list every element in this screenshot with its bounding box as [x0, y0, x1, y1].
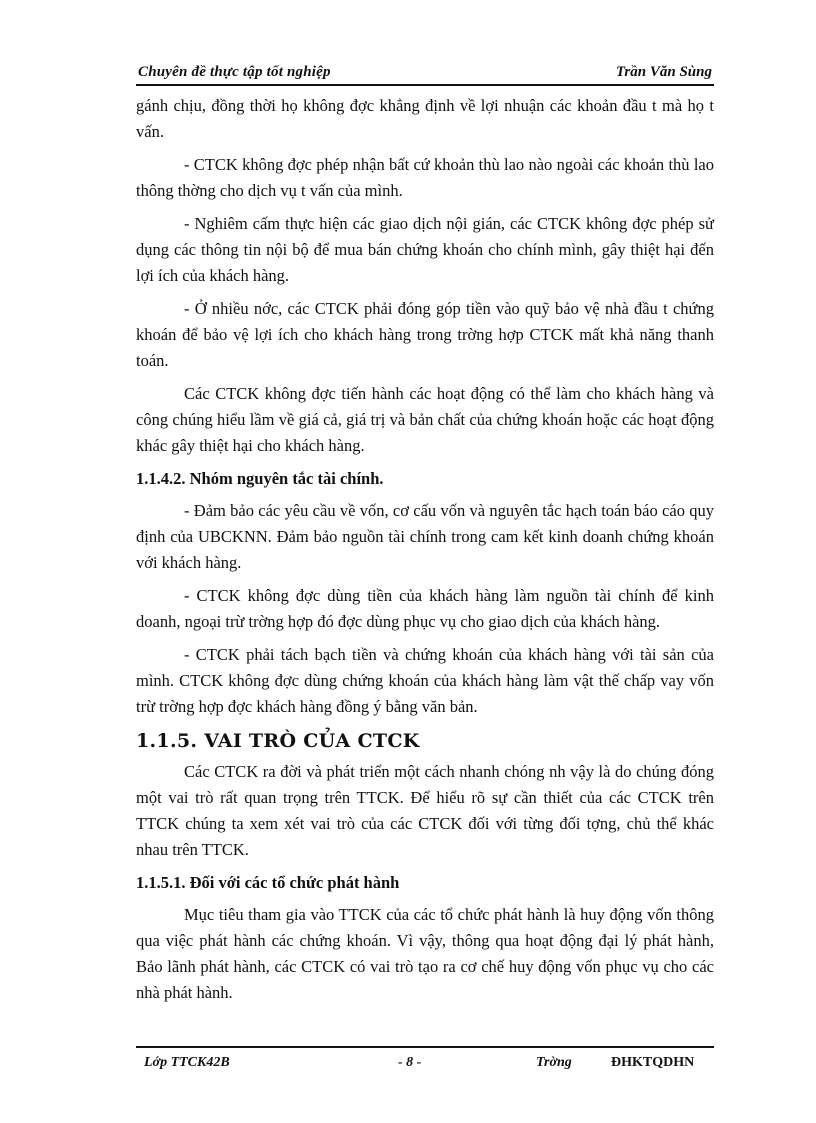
footer-school-label: Trờng — [536, 1055, 572, 1070]
paragraph-3: - Nghiêm cấm thực hiện các giao dịch nội gián, các CTCK không đợc phép sử dụng các thông tin nội bộ để mua bán chứng khoán cho chính mình, gây thiệt hại đến lợi ích của khách hàng. — [136, 214, 714, 285]
paragraph-4: - Ở nhiều nớc, các CTCK phải đóng góp tiền vào quỹ bảo vệ nhà đầu t chứng khoán để bảo vệ lợi ích cho khách hàng trong trờng hợp CTCK mất khả năng thanh toán. — [136, 299, 714, 370]
paragraph-6: - Đảm bảo các yêu cầu về vốn, cơ cấu vốn và nguyên tắc hạch toán báo cáo quy định của UBCKNN. Đảm bảo nguồn tài chính trong cam kết kinh doanh chứng khoán với khách hàng. — [136, 501, 714, 572]
page-footer — [136, 1046, 714, 1074]
page-header — [136, 62, 714, 86]
heading-1-1-4-2: 1.1.4.2. Nhóm nguyên tắc tài chính. — [136, 469, 384, 488]
footer-school-name: ĐHKTQDHN — [611, 1055, 695, 1070]
header-title: Chuyên đề thực tập tốt nghiệp — [138, 64, 331, 80]
paragraph-7: - CTCK không đợc dùng tiền của khách hàng làm nguồn tài chính để kinh doanh, ngoại trừ trờng hợp đó đợc dùng phục vụ cho giao dịch của khách hàng. — [136, 586, 714, 631]
heading-1-1-5-1: 1.1.5.1. Đối với các tổ chức phát hành — [136, 873, 400, 892]
paragraph-1: gánh chịu, đồng thời họ không đợc khẳng định về lợi nhuận các khoản đầu t mà họ t vấn. — [136, 96, 714, 141]
heading-1-1-5: 1.1.5. VAI TRÒ CỦA CTCK — [136, 730, 420, 752]
footer-class: Lớp TTCK42B — [144, 1055, 230, 1070]
footer-page-number: - 8 - — [398, 1055, 422, 1070]
paragraph-2: - CTCK không đợc phép nhận bất cứ khoản thù lao nào ngoài các khoản thù lao thông thờng cho dịch vụ t vấn của mình. — [136, 155, 714, 200]
header-author: Trần Văn Sùng — [615, 64, 712, 80]
paragraph-8: - CTCK phải tách bạch tiền và chứng khoán của khách hàng với tài sản của mình. CTCK không đợc dùng chứng khoán của khách hàng làm vật thế chấp vay vốn trừ trờng hợp đợc khách hàng đồng ý bằng văn bản. — [136, 645, 714, 716]
paragraph-9: Các CTCK ra đời và phát triển một cách nhanh chóng nh vậy là do chúng đóng một vai trò rất quan trọng trên TTCK. Để hiểu rõ sự cần thiết của các CTCK trên TTCK chúng ta xem xét vai trò của các CTCK đối với từng đối tợng, chủ thể khác nhau trên TTCK. — [136, 762, 714, 859]
paragraph-10: Mục tiêu tham gia vào TTCK của các tổ chức phát hành là huy động vốn thông qua việc phát hành các chứng khoán. Vì vậy, thông qua hoạt động đại lý phát hành, Bảo lãnh phát hành, các CTCK có vai trò tạo ra cơ chế huy động vốn phục vụ cho các nhà phát hành. — [136, 905, 714, 1002]
paragraph-5: Các CTCK không đợc tiến hành các hoạt động có thể làm cho khách hàng và công chúng hiểu lầm về giá cả, giá trị và bản chất của chứng khoán hoặc các hoạt động khác gây thiệt hại cho khách hàng. — [136, 384, 714, 455]
document-body — [136, 93, 714, 1013]
